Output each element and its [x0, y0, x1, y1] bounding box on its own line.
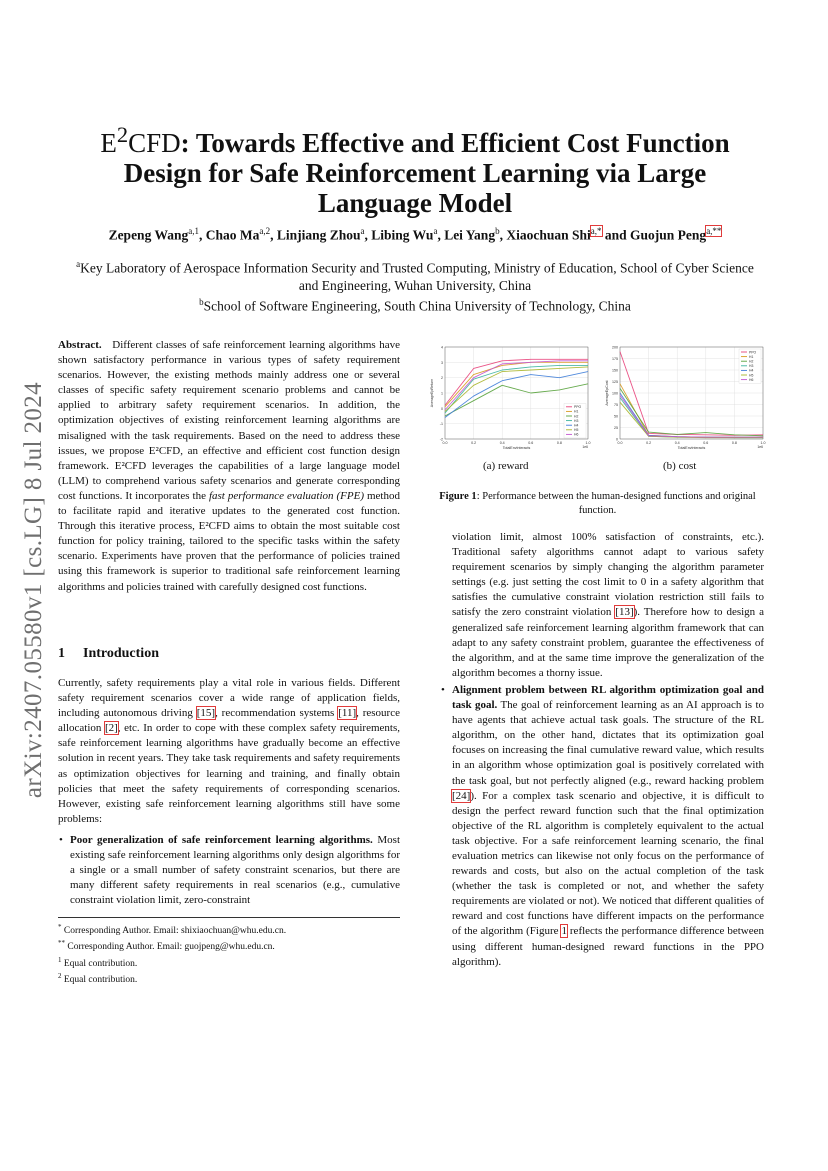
legend-entry: H1 [574, 409, 579, 414]
series-line-h4 [620, 393, 763, 437]
x-exponent: 1e6 [582, 445, 588, 449]
series-line-h1 [620, 384, 763, 437]
section-heading: 1 Introduction [58, 646, 159, 661]
x-tick-label: 0.8 [731, 441, 737, 445]
citation-link[interactable]: [11] [338, 707, 357, 720]
legend-entry: H3 [574, 418, 579, 423]
x-tick-label: 0.8 [556, 441, 562, 445]
y-axis-label: AverageEpCost [605, 380, 609, 406]
y-tick-label: 200 [612, 345, 618, 350]
y-tick-label: 3 [441, 360, 443, 365]
y-tick-label: 150 [612, 368, 618, 373]
x-tick-label: 1.0 [585, 441, 591, 445]
arxiv-stamp [4, 330, 64, 850]
x-tick-label: 0.2 [646, 441, 652, 445]
abstract-label: Abstract. [58, 339, 102, 351]
y-tick-label: 175 [612, 357, 618, 361]
series-line-h3 [620, 398, 763, 438]
right-column-text: violation limit, almost 100% satisfaction of constraints, etc.). Traditional safety algorithms cannot adapt to various safety requirement scenarios by simply changing the algorithm parameter settings (e.g. just setting the cost limit to 0 in a safety algorithm that satisfies the cumulative constraint violation restriction still fails to satisfy the zero constraint violation [13]). Therefore how to design a generalized safe reinforcement learning algorithm framework that can adapt to any safety constraint problem, guarantee the effectiveness of the algorithm, and at the same time improve the generalization of the algorithm becomes a thorny issue. • Alignment problem between RL algorithm optimization goal and task goal. The goal of reinforcement learning as an AI approach is to have agents that achieve actual task goals. The structure of the RL algorithm, on the other hand, dictates that its optimization goal focuses on increasing the final cumulative reward value, which results in an algorithm whose optimization goal is positively correlated with the task goal, but not perfectly aligned (e.g., reward hacking problem [24]). For a complex task scenario and objective, it is difficult to design the perfect reward function such that the final optimization objective of the RL algorithm is completely equivalent to the actual task objective. For a safe reinforcement learning scenario, the final evaluation metrics can likewise not only focus on the performance of rewards and costs, but also on the actual completion of the task (whether the task is completed or not, and whether the safety requirements are violated or not). We noticed that different qualities of reward and cost functions have different impacts on the performance of the algorithm (Figure 1 reflects the performance difference between using different human-designed reward functions in the PPO algorithm). [440, 530, 764, 970]
legend-entry: H2 [574, 414, 579, 419]
x-axis-label: TotalEnvInteracts [502, 446, 531, 450]
x-tick-label: 1.0 [760, 441, 766, 445]
x-exponent: 1e6 [757, 445, 763, 449]
legend-entry: H6 [574, 432, 579, 437]
legend-entry: H2 [749, 359, 754, 364]
legend-entry: H3 [749, 364, 754, 369]
y-tick-label: 50 [614, 414, 618, 419]
y-tick-label: 25 [614, 426, 618, 430]
series-line-h5 [620, 402, 763, 437]
y-tick-label: -2 [439, 437, 443, 442]
paper-title: $E^2CFD$: Towards Effective and Efficient Cost Function Design for Safe Reinforcement Learning via Large Language Model [100, 122, 730, 218]
legend-entry: PPO [574, 405, 582, 410]
figure-1-charts [425, 342, 770, 452]
y-tick-label: 100 [612, 391, 618, 396]
intro-text: Currently, safety requirements play a vital role in various fields. Different safety requirement scenarios cover a wide range of application fields, including autonomous driving [15], recommendation systems [11], resource allocation [2], etc. In order to cope with these complex safety requirements, safe reinforcement learning algorithms have gradually become an effective solution in recent years. They take task requirements and safety requirements as optimization objectives for learning and training, and finally obtain policies that meet the safety requirements of corresponding scenarios. However, existing safe reinforcement learning algorithms still have some problems: • Poor generalization of safe reinforcement learning algorithms. Most existing safe reinforcement learning algorithms only design algorithms for a single or a small number of safety constraint scenarios, but there are many different safety requirements in real scenarios (e.g., cumulative constraint violation limit, zero-constraint [58, 676, 400, 908]
y-tick-label: 125 [612, 380, 618, 384]
list-item: • Poor generalization of safe reinforcement learning algorithms. Most existing safe reinforcement learning algorithms only design algorithms for a single or a small number of safety constraint scenarios, but there are many different safety requirements in real scenarios (e.g., cumulative constraint violation limit, zero-constraint [70, 833, 400, 908]
author-list: Zepeng Wang$^{a,1}$, Chao Ma$^{a,2}$, Linjiang Zhou$^a$, Libing Wu$^a$, Lei Yang$^b$, Xiaochuan Shi$^{a,*}$ and Guojun Peng$^{a,**}$ [108, 226, 722, 243]
author: Lei Yang [444, 227, 496, 243]
legend-entry: H5 [574, 428, 579, 433]
legend-entry: H1 [749, 354, 754, 359]
y-tick-label: 75 [614, 403, 618, 407]
legend-entry: PPO [749, 350, 757, 355]
subcaption-b: (b) cost [663, 460, 697, 472]
x-tick-label: 0.4 [674, 441, 680, 445]
citation-link[interactable]: [24] [452, 789, 471, 802]
subcaption-a: (a) reward [483, 460, 529, 472]
series-line-h6 [620, 395, 763, 437]
author: Chao Ma [205, 227, 260, 243]
y-tick-label: 1 [441, 391, 443, 396]
citation-link[interactable]: [13] [615, 606, 634, 619]
y-tick-label: 0 [616, 437, 618, 442]
y-tick-label: -1 [439, 422, 443, 427]
x-tick-label: 0.6 [703, 441, 709, 445]
legend-entry: H6 [749, 377, 754, 382]
figure-link[interactable]: 1 [561, 925, 567, 938]
x-tick-label: 0.6 [528, 441, 534, 445]
x-tick-label: 0.4 [499, 441, 505, 445]
citation-link[interactable]: [15] [196, 707, 216, 720]
footnote-link[interactable]: a,** [706, 226, 722, 236]
affiliations: $^a$Key Laboratory of Aerospace Information Security and Trusted Computing, Ministry of Education, School of Cyber Science and Engineering, Wuhan University, China $^b$School of Software Engineering, South China University of Technology, China [76, 259, 754, 313]
y-axis-label: AverageEpReturn [430, 378, 434, 408]
y-tick-label: 2 [441, 376, 443, 381]
figure-caption: Figure 1: Performance between the human-designed functions and original function. [439, 491, 756, 516]
abstract: Abstract. Different classes of safe reinforcement learning algorithms have shown satisfactory performance in various types of safety requirement scenarios. However, the existing methods mainly address one or several classes of specific safety requirement scenario problems and cannot be applied to arbitrary safety requirement scenarios. In addition, the optimization objectives of existing reinforcement learning algorithms are misaligned with the task requirements. Based on the need to address these issues, we propose E²CFD, an effective and efficient cost function design framework. E²CFD leverages the capabilities of a large language model (LLM) to comprehend various safety scenarios and generate corresponding cost functions. It incorporates the fast performance evaluation (FPE) method to facilitate rapid and iterative updates to the generated cost function. Through this iterative process, E²CFD aims to obtain the most suitable cost function for policy training, tailored to the specific tasks within the safety scenario. Experiments have proven that the performance of policies trained using this framework is superior to traditional safe reinforcement learning algorithms and policies trained with carefully designed cost functions. [58, 339, 401, 593]
y-tick-label: 4 [441, 345, 443, 350]
footnote-link[interactable]: a,* [590, 226, 602, 236]
author: Libing Wu [371, 227, 434, 243]
y-tick-label: 0 [441, 406, 443, 411]
legend-entry: H4 [574, 423, 579, 428]
author: Guojun Peng [630, 227, 707, 243]
author: Linjiang Zhou [276, 227, 361, 243]
series-line-h1 [445, 362, 588, 406]
x-tick-label: 0.0 [442, 441, 448, 445]
footnotes: * Corresponding Author. Email: shixiaochuan@whu.edu.cn. ** Corresponding Author. Email: guojpeng@whu.edu.cn. $^1$ Equal contribution. $^2$ Equal contribution. [58, 917, 400, 987]
author: Zepeng Wang [108, 227, 189, 243]
arxiv-id: arXiv:2407.05580v1 [cs.LG] 8 Jul 2024 [20, 381, 47, 799]
x-axis-label: TotalEnvInteracts [677, 446, 706, 450]
citation-link[interactable]: [2] [104, 722, 118, 735]
list-item: • Alignment problem between RL algorithm optimization goal and task goal. The goal of reinforcement learning as an AI approach is to have agents that achieve actual task goals. The structure of the RL algorithm, on the other hand, dictates that its optimization goal focuses on increasing the final cumulative reward value, which results in an algorithm whose optimization goal is positively correlated with the task goal, but not perfectly aligned (e.g., reward hacking problem [24]). For a complex task scenario and objective, it is difficult to design the perfect reward function such that the final optimization objective of the RL algorithm is completely equivalent to the actual task objective. For a safe reinforcement learning scenario, the final evaluation metrics can likewise not only focus on the performance of rewards and costs, but also on the actual completion of the task (whether the task is completed or not, and whether the safety requirements are violated or not). We noticed that different qualities of reward and cost functions have different impacts on the performance of the algorithm (Figure 1 reflects the performance difference between using different human-designed reward functions in the PPO algorithm). [452, 683, 764, 970]
author: Xiaochuan Shi [506, 227, 591, 243]
legend-entry: H5 [749, 373, 754, 378]
x-tick-label: 0.0 [617, 441, 623, 445]
legend-entry: H4 [749, 368, 754, 373]
x-tick-label: 0.2 [471, 441, 477, 445]
